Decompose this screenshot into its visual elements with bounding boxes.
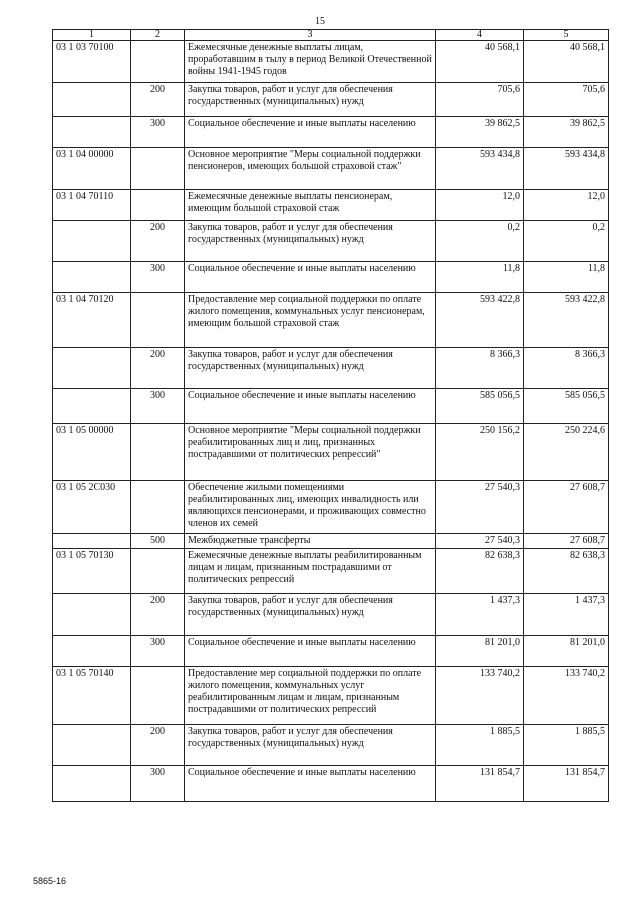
row-value-col4: 593 422,8 bbox=[436, 293, 524, 348]
row-code: 03 1 05 2C030 bbox=[53, 481, 131, 534]
footer-document-code: 5865-16 bbox=[33, 876, 67, 886]
row-expense-kind: 300 bbox=[131, 117, 185, 148]
row-description: Основное мероприятие "Меры социальной поддержки реабилитированных лиц и лиц, признанных пострадавшими от политических репрессий" bbox=[185, 424, 436, 481]
table-row bbox=[53, 117, 609, 148]
row-value-col5: 8 366,3 bbox=[524, 348, 609, 389]
table-row bbox=[53, 190, 609, 221]
row-value-col4: 40 568,1 bbox=[436, 41, 524, 83]
table-row bbox=[53, 549, 609, 594]
row-description: Предоставление мер социальной поддержки по оплате жилого помещения, коммунальных услуг пенсионерам, имеющим большой страховой стаж bbox=[185, 293, 436, 348]
row-value-col4: 11,8 bbox=[436, 262, 524, 293]
row-value-col4: 82 638,3 bbox=[436, 549, 524, 594]
row-value-col5: 1 885,5 bbox=[524, 725, 609, 766]
table-row bbox=[53, 481, 609, 534]
row-expense-kind: 300 bbox=[131, 766, 185, 802]
row-code bbox=[53, 766, 131, 802]
row-expense-kind bbox=[131, 148, 185, 190]
row-code bbox=[53, 83, 131, 117]
row-description: Закупка товаров, работ и услуг для обеспечения государственных (муниципальных) нужд bbox=[185, 221, 436, 262]
row-value-col5: 593 422,8 bbox=[524, 293, 609, 348]
table-row bbox=[53, 221, 609, 262]
row-value-col5: 82 638,3 bbox=[524, 549, 609, 594]
row-expense-kind bbox=[131, 549, 185, 594]
row-value-col5: 27 608,7 bbox=[524, 481, 609, 534]
table-row bbox=[53, 348, 609, 389]
row-value-col4: 27 540,3 bbox=[436, 481, 524, 534]
header-col-5: 5 bbox=[524, 30, 609, 41]
row-code bbox=[53, 348, 131, 389]
table-row bbox=[53, 594, 609, 636]
row-value-col5: 27 608,7 bbox=[524, 534, 609, 549]
row-expense-kind: 300 bbox=[131, 636, 185, 667]
row-code bbox=[53, 221, 131, 262]
row-description: Социальное обеспечение и иные выплаты населению bbox=[185, 389, 436, 424]
row-description: Социальное обеспечение и иные выплаты населению bbox=[185, 766, 436, 802]
row-description: Ежемесячные денежные выплаты реабилитированным лицам и лицам, признанным пострадавшими от политических репрессий bbox=[185, 549, 436, 594]
row-description: Социальное обеспечение и иные выплаты населению bbox=[185, 262, 436, 293]
row-value-col5: 39 862,5 bbox=[524, 117, 609, 148]
row-expense-kind bbox=[131, 293, 185, 348]
row-expense-kind: 200 bbox=[131, 594, 185, 636]
row-code: 03 1 05 70140 bbox=[53, 667, 131, 725]
row-value-col5: 593 434,8 bbox=[524, 148, 609, 190]
row-value-col4: 133 740,2 bbox=[436, 667, 524, 725]
row-value-col5: 11,8 bbox=[524, 262, 609, 293]
row-description: Социальное обеспечение и иные выплаты населению bbox=[185, 117, 436, 148]
header-row bbox=[53, 30, 609, 41]
row-expense-kind bbox=[131, 481, 185, 534]
table-row bbox=[53, 41, 609, 83]
row-value-col4: 250 156,2 bbox=[436, 424, 524, 481]
row-description: Межбюджетные трансферты bbox=[185, 534, 436, 549]
table-row bbox=[53, 534, 609, 549]
row-value-col5: 131 854,7 bbox=[524, 766, 609, 802]
row-code bbox=[53, 725, 131, 766]
row-description: Предоставление мер социальной поддержки по оплате жилого помещения, коммунальных услуг реабилитированным лицам и лицам, признанным пострадавшими от политических репрессий bbox=[185, 667, 436, 725]
row-code bbox=[53, 389, 131, 424]
row-value-col4: 39 862,5 bbox=[436, 117, 524, 148]
row-expense-kind: 200 bbox=[131, 83, 185, 117]
row-expense-kind: 200 bbox=[131, 348, 185, 389]
row-expense-kind: 300 bbox=[131, 389, 185, 424]
row-code: 03 1 04 70110 bbox=[53, 190, 131, 221]
row-code bbox=[53, 594, 131, 636]
row-value-col4: 1 885,5 bbox=[436, 725, 524, 766]
row-description: Социальное обеспечение и иные выплаты населению bbox=[185, 636, 436, 667]
header-col-3: 3 bbox=[185, 30, 436, 41]
row-value-col4: 1 437,3 bbox=[436, 594, 524, 636]
row-value-col4: 27 540,3 bbox=[436, 534, 524, 549]
table-row bbox=[53, 424, 609, 481]
row-value-col5: 133 740,2 bbox=[524, 667, 609, 725]
row-code bbox=[53, 117, 131, 148]
row-expense-kind: 200 bbox=[131, 221, 185, 262]
row-description: Закупка товаров, работ и услуг для обеспечения государственных (муниципальных) нужд bbox=[185, 725, 436, 766]
row-value-col4: 12,0 bbox=[436, 190, 524, 221]
row-code bbox=[53, 534, 131, 549]
row-description: Ежемесячные денежные выплаты лицам, проработавшим в тылу в период Великой Отечественной войны 1941-1945 годов bbox=[185, 41, 436, 83]
row-expense-kind: 300 bbox=[131, 262, 185, 293]
row-value-col5: 81 201,0 bbox=[524, 636, 609, 667]
header-col-2: 2 bbox=[131, 30, 185, 41]
row-expense-kind bbox=[131, 190, 185, 221]
row-expense-kind: 200 bbox=[131, 725, 185, 766]
row-value-col4: 705,6 bbox=[436, 83, 524, 117]
row-value-col4: 81 201,0 bbox=[436, 636, 524, 667]
row-code: 03 1 05 00000 bbox=[53, 424, 131, 481]
row-value-col5: 585 056,5 bbox=[524, 389, 609, 424]
table-row bbox=[53, 667, 609, 725]
page-number: 15 bbox=[315, 16, 325, 27]
row-value-col4: 593 434,8 bbox=[436, 148, 524, 190]
row-value-col5: 12,0 bbox=[524, 190, 609, 221]
row-expense-kind: 500 bbox=[131, 534, 185, 549]
row-description: Закупка товаров, работ и услуг для обеспечения государственных (муниципальных) нужд bbox=[185, 594, 436, 636]
header-col-4: 4 bbox=[436, 30, 524, 41]
row-value-col4: 585 056,5 bbox=[436, 389, 524, 424]
table-row bbox=[53, 262, 609, 293]
table-row bbox=[53, 766, 609, 802]
row-description: Закупка товаров, работ и услуг для обеспечения государственных (муниципальных) нужд bbox=[185, 83, 436, 117]
row-description: Основное мероприятие "Меры социальной поддержки пенсионеров, имеющих большой страховой стаж" bbox=[185, 148, 436, 190]
row-value-col4: 0,2 bbox=[436, 221, 524, 262]
table-row bbox=[53, 83, 609, 117]
row-value-col5: 0,2 bbox=[524, 221, 609, 262]
row-code: 03 1 05 70130 bbox=[53, 549, 131, 594]
row-description: Обеспечение жилыми помещениями реабилитированных лиц, имеющих инвалидность или являющихся пенсионерами, и проживающих совместно членов их семей bbox=[185, 481, 436, 534]
row-code: 03 1 04 70120 bbox=[53, 293, 131, 348]
row-value-col5: 250 224,6 bbox=[524, 424, 609, 481]
table-row bbox=[53, 293, 609, 348]
table-row bbox=[53, 636, 609, 667]
row-expense-kind bbox=[131, 424, 185, 481]
table-body bbox=[53, 41, 609, 802]
row-code: 03 1 03 70100 bbox=[53, 41, 131, 83]
row-code: 03 1 04 00000 bbox=[53, 148, 131, 190]
row-code bbox=[53, 636, 131, 667]
row-value-col5: 40 568,1 bbox=[524, 41, 609, 83]
row-expense-kind bbox=[131, 41, 185, 83]
budget-table bbox=[52, 29, 609, 802]
row-value-col4: 131 854,7 bbox=[436, 766, 524, 802]
table-row bbox=[53, 389, 609, 424]
row-expense-kind bbox=[131, 667, 185, 725]
header-col-1: 1 bbox=[53, 30, 131, 41]
row-value-col5: 705,6 bbox=[524, 83, 609, 117]
row-value-col5: 1 437,3 bbox=[524, 594, 609, 636]
table-row bbox=[53, 725, 609, 766]
row-code bbox=[53, 262, 131, 293]
table-row bbox=[53, 148, 609, 190]
row-description: Закупка товаров, работ и услуг для обеспечения государственных (муниципальных) нужд bbox=[185, 348, 436, 389]
row-value-col4: 8 366,3 bbox=[436, 348, 524, 389]
row-description: Ежемесячные денежные выплаты пенсионерам, имеющим большой страховой стаж bbox=[185, 190, 436, 221]
